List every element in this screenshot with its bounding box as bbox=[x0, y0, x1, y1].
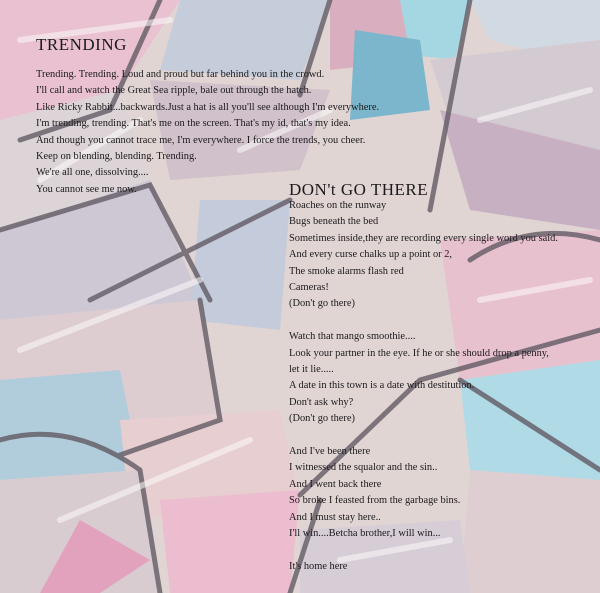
lyric-line: You cannot see me now. bbox=[36, 183, 137, 195]
lyric-line: I'll win....Betcha brother,I will win... bbox=[289, 528, 441, 540]
lyric-line: Keep on blending, blending. Trending. bbox=[36, 151, 197, 163]
lyric-line: Roaches on the runway bbox=[289, 200, 387, 211]
lyric-line: A date in this town is a date with destitution. bbox=[289, 380, 475, 392]
trending-lyrics bbox=[36, 67, 379, 198]
lyric-line: It's home here bbox=[289, 560, 348, 572]
lyric-line: Sometimes inside,they are recording every single word you said. bbox=[289, 232, 558, 244]
dont-go-there-lyrics bbox=[289, 198, 558, 575]
lyric-line: And I must stay here.. bbox=[289, 511, 381, 523]
stanza-gap bbox=[289, 313, 558, 329]
lyric-line: We're all one, dissolving.... bbox=[36, 167, 149, 179]
lyric-line: Trending. Trending. Loud and proud but far behind you in the crowd. bbox=[36, 69, 325, 80]
lyric-line: And every curse chalks up a point or 2, bbox=[289, 249, 453, 261]
lyric-line: Bugs beneath the bed bbox=[289, 216, 379, 228]
dont-go-there-title: DON't GO THERE bbox=[289, 180, 429, 199]
lyric-line: So broke I feasted from the garbage bins. bbox=[289, 495, 461, 507]
lyric-line: And I went back there bbox=[289, 478, 382, 490]
lyric-line: Cameras! bbox=[289, 282, 329, 294]
lyric-line: Don't ask why? bbox=[289, 396, 354, 408]
lyric-line: (Don't go there) bbox=[289, 413, 355, 425]
lyric-line: let it lie..... bbox=[289, 364, 334, 376]
lyric-line: I'm trending, trending. That's me on the screen. That's my id, that's my idea. bbox=[36, 118, 351, 130]
lyric-line: Watch that mango smoothie.... bbox=[289, 331, 416, 343]
stanza-gap bbox=[289, 543, 558, 559]
stanza-gap bbox=[289, 428, 558, 444]
lyric-line: And though you cannot trace me, I'm everywhere. I force the trends, you cheer. bbox=[36, 134, 366, 146]
lyric-line: (Don't go there) bbox=[289, 298, 355, 310]
lyric-line: I witnessed the squalor and the sin.. bbox=[289, 462, 438, 474]
lyric-line: And I've been there bbox=[289, 446, 371, 458]
lyric-line: I'll call and watch the Great Sea ripple, bale out through the hatch. bbox=[36, 85, 312, 97]
lyric-line: Like Ricky Rabbit...backwards.Just a hat is all you'll see although I'm everywhere. bbox=[36, 101, 380, 113]
lyric-line: Look your partner in the eye. If he or she should drop a penny, bbox=[289, 347, 549, 359]
trending-title: TRENDING bbox=[36, 35, 127, 54]
lyric-line: The smoke alarms flash red bbox=[289, 265, 404, 277]
